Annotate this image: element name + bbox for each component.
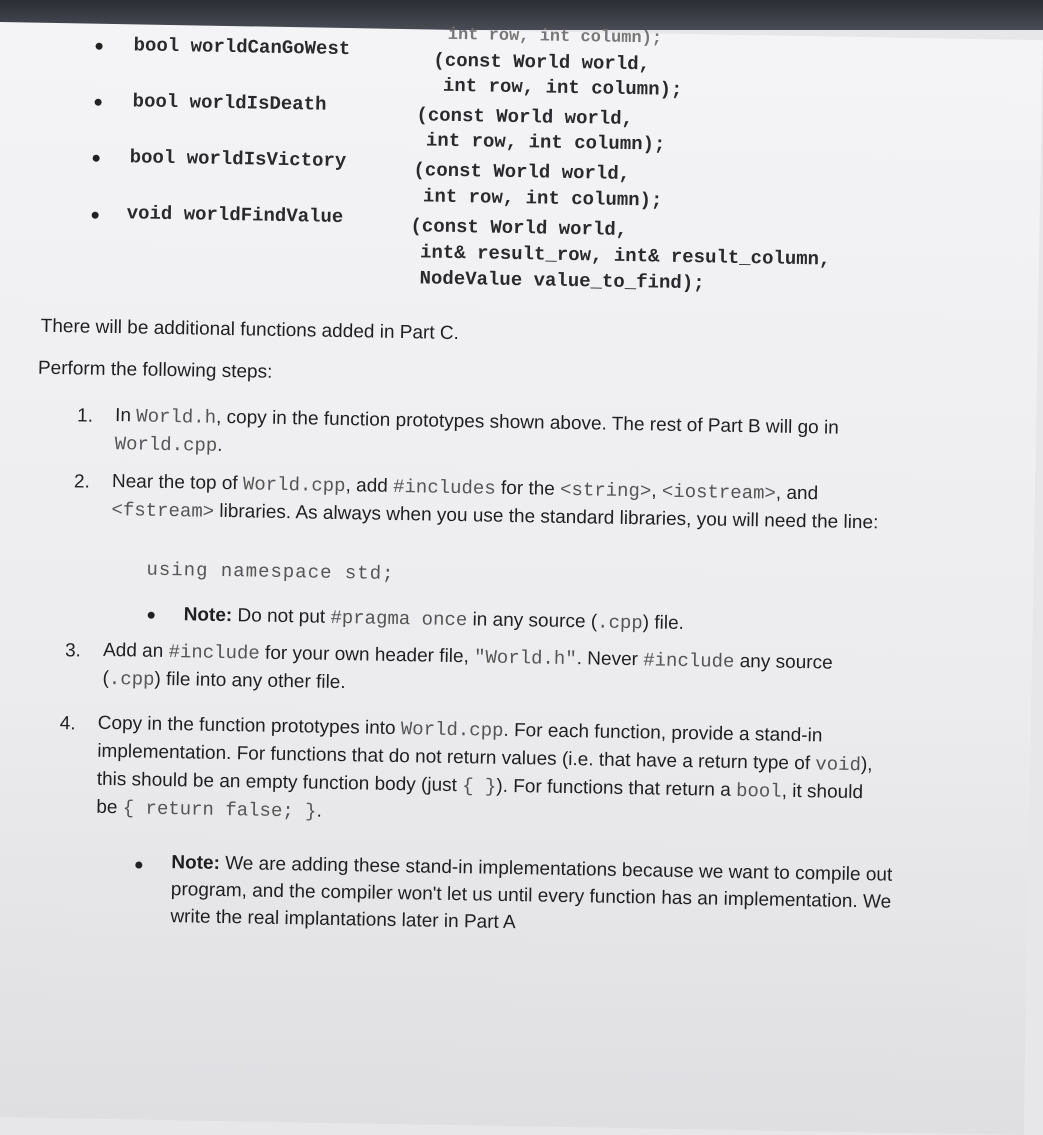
bullet-icon bbox=[92, 212, 99, 219]
prototype-params-line: (const World world, bbox=[416, 104, 634, 131]
step-number: 1. bbox=[76, 405, 94, 427]
bullet-icon bbox=[135, 861, 142, 868]
step-2-note: Note: Do not put #pragma once in any source (.cpp) file. bbox=[183, 604, 685, 635]
prototype-params-line: int row, int column); bbox=[425, 129, 666, 156]
prototype-params-line: int& result_row, int& result_column, bbox=[419, 241, 831, 271]
document-page bbox=[0, 22, 1043, 1135]
step-1-text: In World.h, copy in the function prototypes shown above. The rest of Part B will go in World.cpp. bbox=[114, 405, 839, 457]
prototype-signature: void worldFindValue bbox=[126, 202, 344, 229]
bullet-icon bbox=[96, 43, 103, 50]
step-number: 3. bbox=[64, 640, 82, 662]
step-4-note: Note: We are adding these stand-in implementations because we want to compile out program, and the compiler won't let us until every function has an implementation. We write the real implantations later in Part A bbox=[170, 852, 893, 934]
step-3-text: Add an #include for your own header file, "World.h". Never #include any source (.cpp) file into any other file. bbox=[102, 639, 833, 694]
bullet-icon bbox=[95, 99, 102, 106]
bullet-icon bbox=[148, 612, 155, 619]
prototype-signature: bool worldIsDeath bbox=[132, 90, 327, 116]
prototype-params-line: (const World world, bbox=[433, 49, 651, 76]
step-number: 2. bbox=[73, 471, 91, 493]
using-namespace-line: using namespace std; bbox=[146, 558, 395, 585]
additional-functions-note: There will be additional functions added in Part C. bbox=[40, 315, 460, 345]
steps-intro: Perform the following steps: bbox=[37, 357, 273, 383]
prototype-params-line: int row, int column); bbox=[442, 74, 683, 101]
prototype-params-line: (const World world, bbox=[410, 215, 628, 241]
step-number: 4. bbox=[59, 713, 76, 735]
cut-off-prototype-line: int row, int column); bbox=[447, 25, 663, 49]
prototype-params-line: int row, int column); bbox=[422, 185, 663, 212]
step-2-text: Near the top of World.cpp, add #includes for the <string>, <iostream>, and <fstream> libraries. As always when you use the standard libraries, you will need the line: bbox=[111, 471, 879, 534]
prototype-signature: bool worldCanGoWest bbox=[133, 34, 351, 61]
bullet-icon bbox=[93, 155, 100, 162]
prototype-params-line: (const World world, bbox=[413, 159, 631, 186]
prototype-signature: bool worldIsVictory bbox=[129, 146, 347, 173]
prototype-params-line: NodeValue value_to_find); bbox=[419, 267, 705, 295]
step-4-text: Copy in the function prototypes into World.cpp. For each function, provide a stand-in implementation. For functions that do not return values (i.e. that have a return type of void), this should be an empty function body (just { }). For functions that return a bool, it should be { return false; }. bbox=[96, 712, 873, 823]
